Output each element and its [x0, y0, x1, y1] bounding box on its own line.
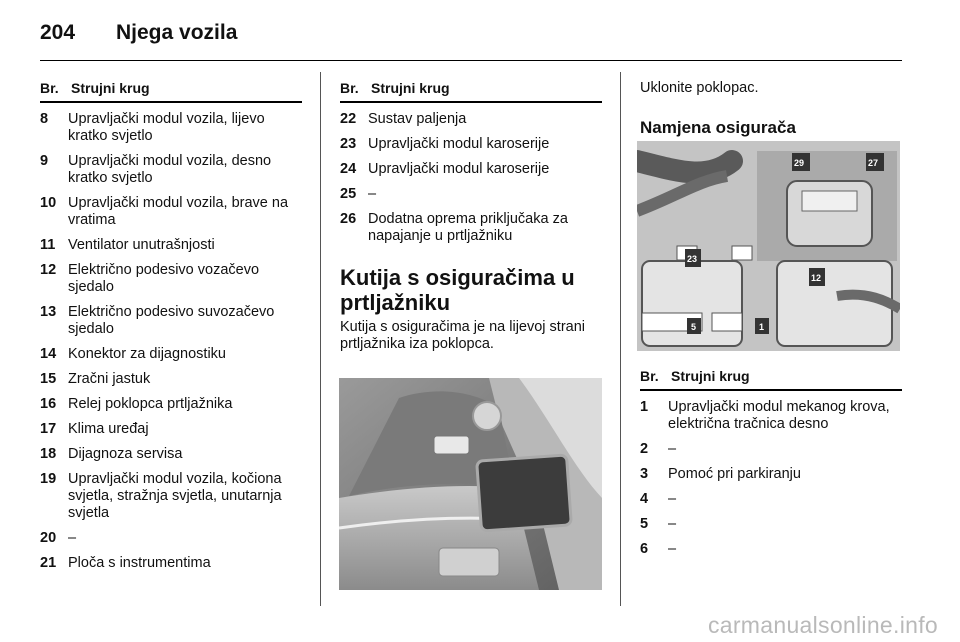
- table-row: [40, 446, 302, 463]
- header-number: Br.: [40, 80, 59, 96]
- fuse-number: 1: [640, 399, 649, 415]
- fuse-circuit: Zračni jastuk: [68, 371, 151, 387]
- fuse-circuit: Upravljački modul vozila, desno kratko svjetlo: [68, 153, 272, 186]
- fuse-circuit: –: [68, 530, 77, 546]
- fuse-number: 12: [40, 262, 57, 278]
- table-row: [640, 516, 902, 533]
- fuse-circuit: Upravljački modul vozila, brave na vratima: [68, 195, 289, 228]
- table-row: [340, 211, 602, 245]
- table-row: [340, 111, 602, 128]
- table-row: [40, 304, 302, 338]
- fuse-circuit: –: [368, 186, 377, 202]
- header-label: Strujni krug: [371, 80, 450, 96]
- fuse-number: 4: [640, 491, 649, 507]
- table-row: [340, 161, 602, 178]
- table-body: [40, 111, 302, 572]
- fuse-circuit: –: [668, 441, 677, 457]
- table-row: [640, 399, 902, 433]
- fuse-circuit: Dijagnoza servisa: [68, 446, 183, 462]
- table-row: [340, 136, 602, 153]
- table-row: [640, 466, 902, 483]
- fuse-label-29: 29: [794, 158, 805, 168]
- fuse-number: 21: [40, 555, 57, 571]
- section-paragraph: Kutija s osiguračima je na lijevoj strani prtljažnika iza poklopca.: [340, 319, 585, 352]
- fuse-circuit: Ploča s instrumentima: [68, 555, 211, 571]
- table-row: [40, 396, 302, 413]
- fuse-number: 2: [640, 441, 649, 457]
- table-row: [40, 195, 302, 229]
- table-header: [340, 80, 602, 103]
- table-row: [40, 421, 302, 438]
- table-row: [40, 153, 302, 187]
- fuse-label-1: 1: [759, 322, 765, 332]
- fuse-number: 3: [640, 466, 649, 482]
- fuse-number: 17: [40, 421, 57, 437]
- page-number: 204: [40, 21, 76, 44]
- chapter-title: Njega vozila: [116, 21, 238, 44]
- table-row: [640, 541, 902, 558]
- fuse-number: 26: [340, 211, 357, 227]
- fuse-number: 13: [40, 304, 57, 320]
- fuse-number: 9: [40, 153, 49, 169]
- fuse-number: 15: [40, 371, 57, 387]
- fuse-number: 16: [40, 396, 57, 412]
- fuse-circuit: –: [668, 541, 677, 557]
- column-divider-1: [320, 72, 321, 606]
- table-row: [340, 186, 602, 203]
- table-row: [40, 237, 302, 254]
- fuse-number: 22: [340, 111, 357, 127]
- fuse-column-3: [640, 80, 902, 138]
- fuse-circuit: Sustav paljenja: [368, 111, 467, 127]
- header-number: Br.: [340, 80, 359, 96]
- fuse-circuit: Relej poklopca prtljažnika: [68, 396, 233, 412]
- fuse-number: 8: [40, 111, 49, 127]
- page-header: [40, 18, 237, 48]
- fuse-number: 6: [640, 541, 649, 557]
- column-divider-2: [620, 72, 621, 606]
- fuse-circuit: Pomoć pri parkiranju: [668, 466, 801, 482]
- fuse-circuit: Klima uređaj: [68, 421, 149, 437]
- fuse-number: 25: [340, 186, 357, 202]
- fuse-number: 14: [40, 346, 57, 362]
- fuse-label-27: 27: [868, 158, 879, 168]
- fuse-label-5: 5: [691, 322, 697, 332]
- fuse-circuit: –: [668, 491, 677, 507]
- table-row: [40, 371, 302, 388]
- fuse-number: 18: [40, 446, 57, 462]
- fuse-circuit: Upravljački modul karoserije: [368, 136, 550, 152]
- fuse-table-3: [640, 368, 902, 558]
- fuse-circuit: Konektor za dijagnostiku: [68, 346, 226, 362]
- subheading: Namjena osigurača: [640, 118, 796, 137]
- table-body: [340, 111, 602, 245]
- fuse-table-1: [40, 80, 302, 572]
- header-label: Strujni krug: [71, 80, 150, 96]
- table-row: [640, 491, 902, 508]
- section-title: Kutija s osiguračima u prtljažniku: [340, 265, 575, 315]
- fuse-number: 11: [40, 237, 56, 253]
- fuse-circuit: Upravljački modul vozila, kočiona svjetla, stražnja svjetla, unutarnja svjetla: [68, 471, 282, 521]
- fuse-circuit: Električno podesivo suvozačevo sjedalo: [68, 304, 275, 337]
- fuse-box-photo: [637, 141, 900, 351]
- watermark: carmanualsonline.info: [707, 612, 938, 638]
- fuse-number: 19: [40, 471, 57, 487]
- table-row: [40, 262, 302, 296]
- trunk-illustration: [339, 378, 602, 590]
- table-row: [40, 471, 302, 522]
- table-row: [40, 530, 302, 547]
- table-body: [640, 399, 902, 558]
- header-label: Strujni krug: [671, 368, 750, 384]
- instruction-text: Uklonite poklopac.: [640, 80, 759, 96]
- table-row: [640, 441, 902, 458]
- trunk-photo: [339, 378, 602, 590]
- fuse-number: 24: [340, 161, 357, 177]
- fuse-box-illustration: [637, 141, 900, 351]
- fuse-circuit: Električno podesivo vozačevo sjedalo: [68, 262, 260, 295]
- fuse-label-23: 23: [687, 254, 698, 264]
- header-rule: [40, 60, 902, 61]
- fuse-label-12: 12: [811, 273, 822, 283]
- fuse-table-2: [340, 80, 602, 353]
- fuse-number: 5: [640, 516, 649, 532]
- fuse-circuit: Upravljački modul karoserije: [368, 161, 550, 177]
- table-row: [40, 555, 302, 572]
- fuse-circuit: Ventilator unutrašnjosti: [68, 237, 215, 253]
- header-number: Br.: [640, 368, 659, 384]
- fuse-circuit: Upravljački modul mekanog krova, električna tračnica desno: [668, 399, 890, 432]
- table-row: [40, 111, 302, 145]
- fuse-number: 10: [40, 195, 57, 211]
- fuse-circuit: Dodatna oprema priključaka za napajanje u prtljažniku: [368, 211, 568, 244]
- table-row: [40, 346, 302, 363]
- fuse-number: 23: [340, 136, 357, 152]
- fuse-circuit: –: [668, 516, 677, 532]
- table-header: [40, 80, 302, 103]
- fuse-number: 20: [40, 530, 57, 546]
- table-header: [640, 368, 902, 391]
- fuse-circuit: Upravljački modul vozila, lijevo kratko svjetlo: [68, 111, 265, 144]
